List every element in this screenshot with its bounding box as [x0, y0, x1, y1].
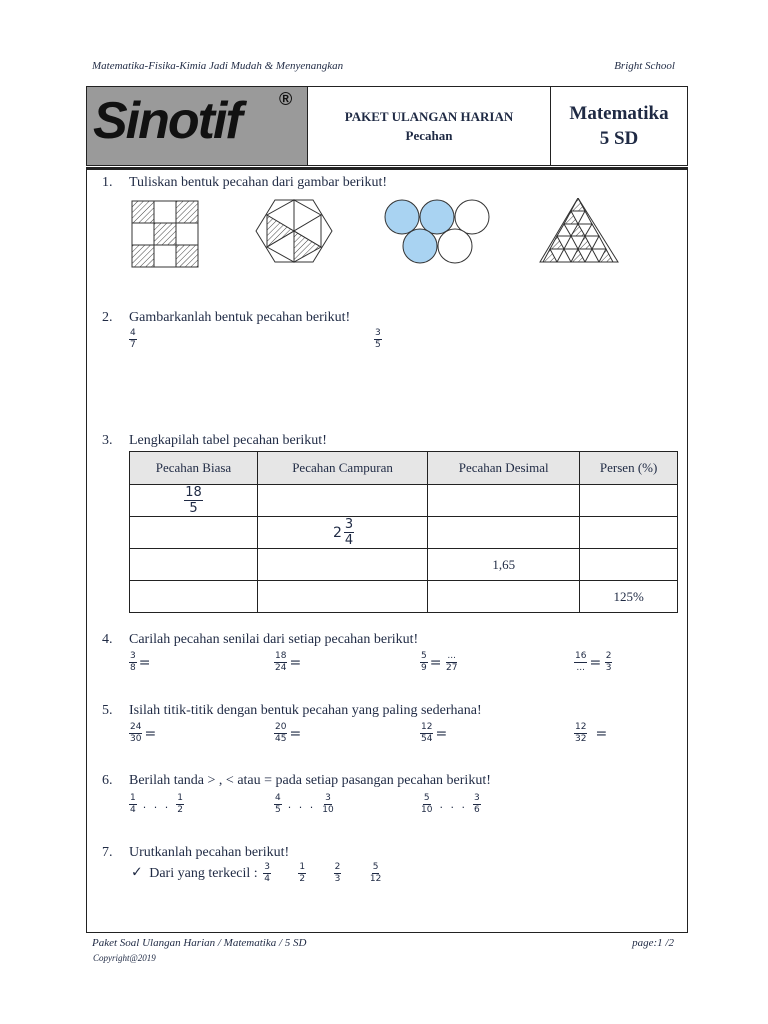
q7-sub-label: Dari yang terkecil :	[149, 865, 258, 881]
question-text: Lengkapilah tabel pecahan berikut!	[129, 433, 327, 448]
q4-item-4: 16 ... = $\frac{2}{3}$	[575, 651, 612, 673]
question-6	[102, 773, 491, 789]
circles-figure	[385, 200, 489, 263]
table-cell	[428, 485, 580, 517]
table-row	[130, 517, 678, 549]
paket-cell	[308, 87, 551, 165]
table-row	[130, 581, 678, 613]
table-cell	[580, 549, 678, 581]
grid-figure	[132, 201, 198, 267]
question-text: Tuliskan bentuk pecahan dari gambar berikut!	[129, 175, 388, 190]
table-cell	[257, 485, 427, 517]
grade-label: 5 SD	[599, 127, 639, 149]
question-2	[102, 310, 350, 326]
table-cell	[580, 517, 678, 549]
question-4	[102, 632, 418, 648]
q4-item-1: $\frac{3}{8}$ =	[130, 651, 151, 673]
table-cell	[257, 549, 427, 581]
paket-topic: Pecahan	[405, 127, 453, 143]
col-header: Persen (%)	[580, 452, 678, 485]
question-text: Isilah titik-titik dengan bentuk pecahan yang paling sederhana!	[129, 703, 482, 718]
q4-item-2: $\frac{18}{24}$ =	[275, 651, 302, 673]
subject-title: Matematika	[569, 102, 669, 124]
table-row	[130, 549, 678, 581]
question-7	[102, 845, 289, 861]
question-text: Gambarkanlah bentuk pecahan berikut!	[129, 310, 351, 325]
paket-title: PAKET ULANGAN HARIAN	[344, 108, 514, 124]
table-cell	[130, 581, 258, 613]
title-box	[86, 86, 688, 166]
logo	[87, 87, 308, 165]
checkmark-icon: ✓	[131, 864, 143, 881]
triangle-figure	[540, 198, 618, 262]
question-number: 4.	[102, 632, 113, 647]
q5-item-4: $\frac{12}{32}$ =	[575, 722, 608, 744]
table-cell	[428, 517, 580, 549]
table-cell: 1,65	[428, 549, 580, 581]
q6-pair-3: $\frac{5}{10}$ . . . $\frac{3}{6}$	[421, 793, 480, 815]
q6-pair-1: $\frac{1}{4}$ . . . $\frac{1}{2}$	[130, 793, 183, 815]
q2-fraction-1: $\frac{4}{7}$	[130, 328, 136, 350]
question-number: 1.	[102, 175, 113, 190]
table-row	[130, 485, 678, 517]
question-text: Carilah pecahan senilai dari setiap pecahan berikut!	[129, 632, 419, 647]
table-cell: $\frac{18}{5}$	[130, 485, 258, 517]
table-header-row	[130, 452, 678, 485]
q4-item-3: $\frac{5}{9}$ = ... 27	[421, 651, 458, 673]
table-cell: 2 $\frac{3}{4}$	[257, 517, 427, 549]
question-3	[102, 433, 327, 449]
copyright: Copyright@2019	[93, 953, 156, 963]
header-school: Bright School	[614, 60, 675, 72]
q5-item-2: $\frac{20}{45}$ =	[275, 722, 302, 744]
q5-item-1: $\frac{24}{30}$ =	[130, 722, 157, 744]
registered-mark: ®	[279, 89, 293, 109]
question-number: 3.	[102, 433, 113, 448]
col-header: Pecahan Campuran	[257, 452, 427, 485]
table-cell	[257, 581, 427, 613]
q6-pair-2: $\frac{4}{5}$ . . . $\frac{3}{10}$	[275, 793, 334, 815]
logo-text: Sinotif	[93, 92, 241, 150]
col-header: Pecahan Desimal	[428, 452, 580, 485]
q5-item-3: $\frac{12}{54}$ =	[421, 722, 448, 744]
q1-figures	[128, 198, 628, 268]
question-1	[102, 175, 387, 191]
question-number: 2.	[102, 310, 113, 325]
question-number: 6.	[102, 773, 113, 788]
header-tagline: Matematika-Fisika-Kimia Jadi Mudah & Menyenangkan	[92, 60, 344, 72]
hexagon-figure	[256, 200, 332, 262]
subject-cell	[551, 87, 687, 165]
col-header: Pecahan Biasa	[130, 452, 258, 485]
question-5	[102, 703, 482, 719]
fraction-table	[129, 451, 678, 613]
table-cell	[580, 485, 678, 517]
question-number: 5.	[102, 703, 113, 718]
table-cell: 125%	[580, 581, 678, 613]
table-cell	[130, 517, 258, 549]
footer-title: Paket Soal Ulangan Harian / Matematika / 5 SD	[92, 937, 307, 949]
question-number: 7.	[102, 845, 113, 860]
question-text: Berilah tanda > , < atau = pada setiap pasangan pecahan berikut!	[129, 773, 491, 788]
table-cell	[428, 581, 580, 613]
q2-fraction-2: $\frac{3}{5}$	[375, 328, 381, 350]
q7-order-row: ✓ Dari yang terkecil : $\frac{3}{4}$ $\frac{1}{2}$ $\frac{2}{3}$ $\frac{5}{12}$	[131, 862, 382, 884]
question-text: Urutkanlah pecahan berikut!	[129, 845, 290, 860]
table-cell	[130, 549, 258, 581]
page-number: page:1 /2	[632, 937, 674, 949]
